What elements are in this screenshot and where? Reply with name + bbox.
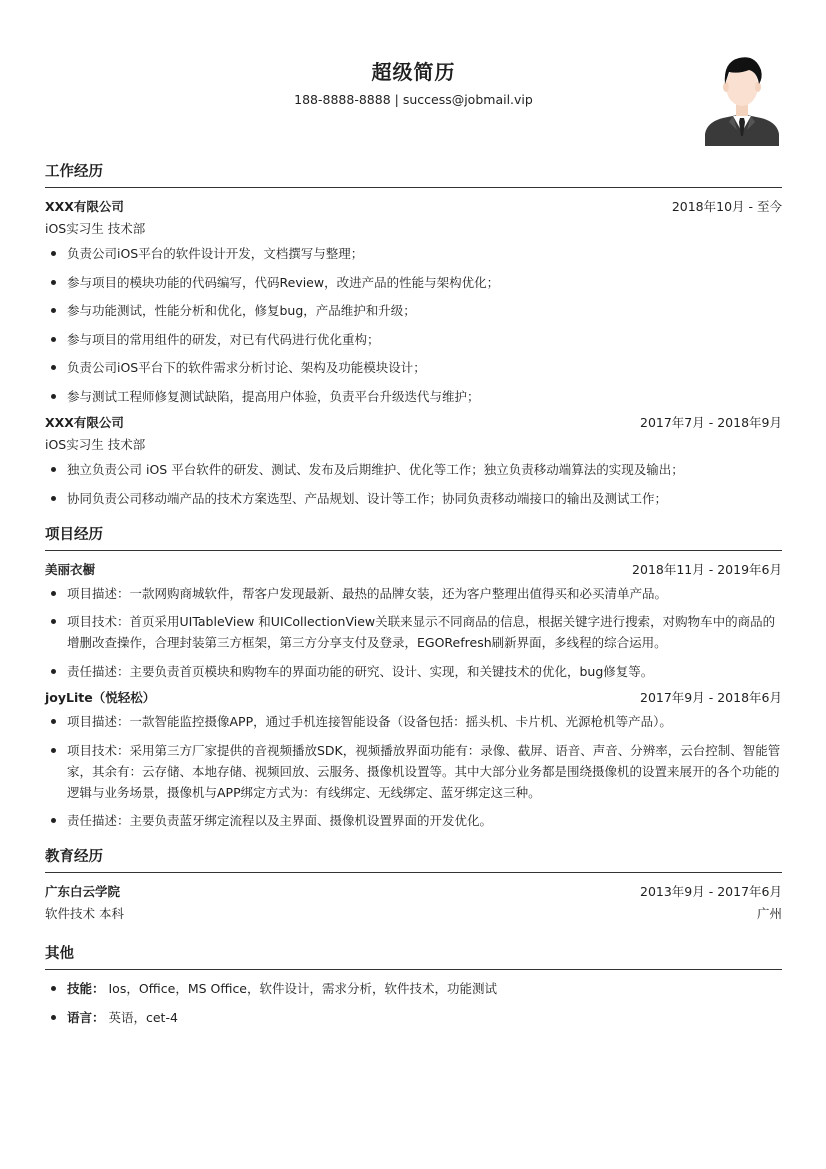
list-item: 参与测试工程师修复测试缺陷，提高用户体验，负责平台升级迭代与维护； [45,386,782,407]
project-bullets [45,711,782,831]
list-item: 参与项目的常用组件的研发，对已有代码进行优化重构； [45,329,782,350]
list-item [45,1007,782,1028]
entry-date: 2018年10月 - 至今 [671,199,782,214]
section-title-other: 其他 [45,942,782,970]
job-role [45,219,782,239]
list-item: 参与项目的模块功能的代码编写，代码Review，改进产品的性能与架构优化； [45,272,782,293]
education-section [45,845,782,924]
list-item [45,978,782,999]
list-item: 协同负责公司移动端产品的技术方案选型、产品规划、设计等工作；协同负责移动端接口的输出及测试工作； [45,488,782,509]
job-role-text: iOS实习生 技术部 [45,437,146,452]
list-item: 责任描述：主要负责蓝牙绑定流程以及主界面、摄像机设置界面的开发优化。 [45,810,782,831]
project-bullets [45,583,782,682]
section-title-projects: 项目经历 [45,523,782,551]
contact-info: 188-8888-8888 | success@jobmail.vip [294,92,533,107]
other-section [45,942,782,1028]
list-item: 项目描述：一款智能监控摄像APP，通过手机连接智能设备（设备包括：摇头机、卡片机、光源枪机等产品）。 [45,711,782,732]
language-label: 语言： [67,1009,105,1025]
city: 广州 [756,906,782,921]
list-item: 项目描述：一款网购商城软件，帮客户发现最新、最热的品牌女装，还为客户整理出值得买和必买清单产品。 [45,583,782,604]
language-value: 英语，cet-4 [104,1009,178,1025]
work-entry-header [45,412,782,432]
job-role [45,435,782,455]
entry-date: 2018年11月 - 2019年6月 [632,561,782,577]
entry-date: 2017年9月 - 2018年6月 [640,690,782,705]
list-item: 项目技术：首页采用UITableView 和UICollectionView关联来显示不同商品的信息，根据关键字进行搜索，对购物车中的商品的增删改查操作，合理封装第三方框架，第三方分享支付及登录，EGORefresh刷新界面，多线程的综合运用。 [45,611,782,653]
avatar [703,52,781,146]
company-name: XXX有限公司 [45,415,124,430]
job-role-text: iOS实习生 技术部 [45,221,146,236]
work-entry-header [45,196,782,216]
section-title-education: 教育经历 [45,845,782,873]
school-name: 广东白云学院 [45,884,121,899]
resume-header [45,0,782,150]
list-item: 责任描述：主要负责首页模块和购物车的界面功能的研究、设计、实现，和关键技术的优化，bug修复等。 [45,661,782,682]
project-entry-header [45,687,782,707]
list-item: 负责公司iOS平台的软件设计开发，文档撰写与整理； [45,243,782,264]
education-entry-header [45,881,782,901]
project-name: joyLite（悦轻松） [45,690,156,705]
candidate-name: 超级简历 [371,60,456,84]
work-bullets [45,243,782,407]
major: 软件技术 本科 [45,906,124,921]
list-item: 独立负责公司 iOS 平台软件的研发、测试、发布及后期维护、优化等工作；独立负责移动端算法的实现及输出； [45,459,782,480]
skills-label: 技能： [67,981,105,996]
entry-date: 2017年7月 - 2018年9月 [640,415,782,430]
section-title-work: 工作经历 [45,160,782,188]
projects-section [45,523,782,832]
resume-page [45,0,782,1169]
education-details [45,904,782,924]
work-section [45,160,782,509]
list-item: 参与功能测试，性能分析和优化，修复bug，产品维护和升级； [45,300,782,321]
skills-value: Ios，Office，MS Office，软件设计，需求分析，软件技术，功能测试 [104,981,498,996]
company-name: XXX有限公司 [45,199,124,214]
project-name: 美丽衣橱 [45,561,96,577]
list-item: 项目技术：采用第三方厂家提供的音视频播放SDK，视频播放界面功能有：录像、截屏、语音、声音、分辨率，云台控制、智能管家，其余有：云存储、本地存储、视频回放、云服务、摄像机设置等。其中大部分业务都是围绕摄像机的设置来展开的各个功能的逻辑与业务场景，摄像机与APP绑定方式为：有线绑定、无线绑定、蓝牙绑定这三种。 [45,740,782,803]
entry-date: 2013年9月 - 2017年6月 [640,884,782,899]
work-bullets [45,459,782,509]
other-bullets [45,978,782,1028]
project-entry-header [45,559,782,579]
list-item: 负责公司iOS平台下的软件需求分析讨论、架构及功能模块设计； [45,357,782,378]
